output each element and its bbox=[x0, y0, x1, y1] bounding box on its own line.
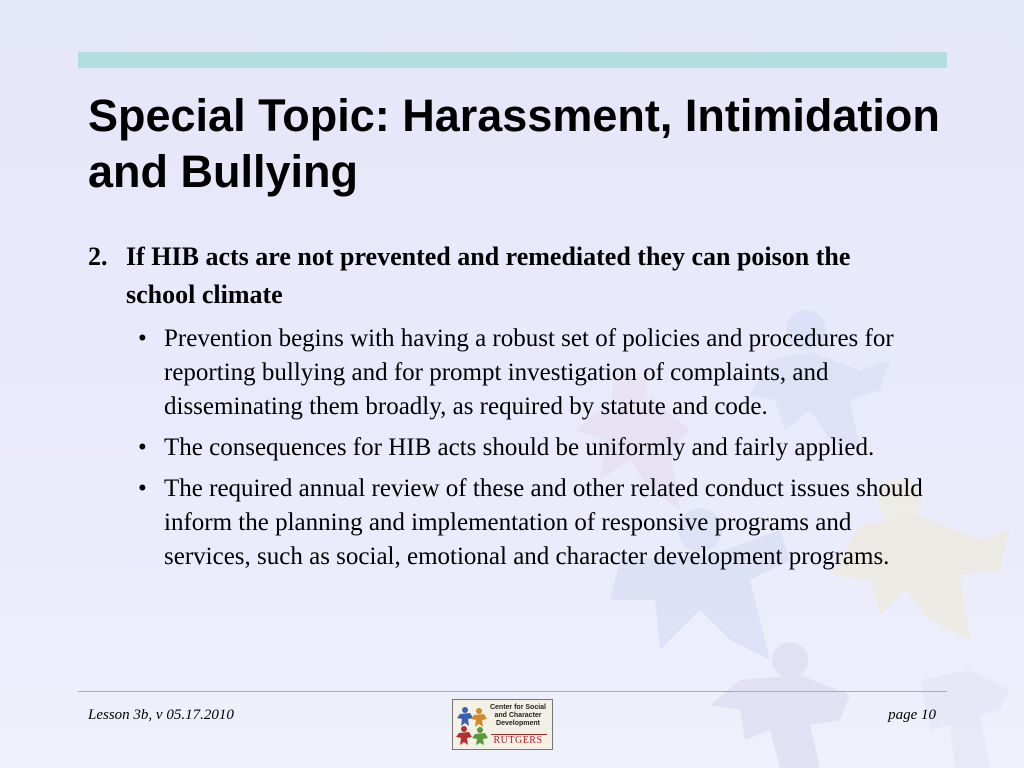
bullet-text: The required annual review of these and other related conduct issues should inform the planning and implementation of responsive programs and services, such as social, emotional and character development programs. bbox=[164, 475, 923, 570]
footer-page-number: page 10 bbox=[888, 707, 936, 723]
numbered-point bbox=[88, 238, 938, 314]
bullet-item bbox=[138, 322, 938, 424]
bullet-mark: • bbox=[138, 325, 147, 352]
bullet-item bbox=[138, 472, 938, 574]
bullet-mark: • bbox=[138, 434, 147, 461]
logo-line-1: Center for Social bbox=[489, 704, 546, 711]
footer-lesson-version: Lesson 3b, v 05.17.2010 bbox=[88, 707, 234, 723]
bullet-list bbox=[88, 322, 938, 574]
top-accent-bar bbox=[78, 52, 947, 68]
bullet-text: The consequences for HIB acts should be uniformly and fairly applied. bbox=[164, 434, 875, 461]
footer-divider bbox=[78, 691, 947, 692]
center-logo bbox=[452, 699, 553, 750]
point-text: If HIB acts are not prevented and remediated they can poison the school climate bbox=[126, 242, 851, 309]
logo-line-3: Development bbox=[496, 720, 540, 727]
logo-text bbox=[483, 704, 553, 728]
point-number: 2. bbox=[88, 242, 108, 271]
bullet-mark: • bbox=[138, 475, 147, 502]
bullet-text: Prevention begins with having a robust set of policies and procedures for reporting bullying and for prompt investigation of complaints, and disseminating them broadly, as required by statute and code. bbox=[164, 325, 894, 420]
slide-title: Special Topic: Harassment, Intimidation and Bullying bbox=[88, 90, 940, 197]
bullet-item bbox=[138, 431, 938, 465]
slide-content bbox=[88, 238, 938, 581]
logo-org-name: RUTGERS bbox=[493, 735, 543, 746]
logo-line-2: and Character bbox=[494, 712, 542, 719]
